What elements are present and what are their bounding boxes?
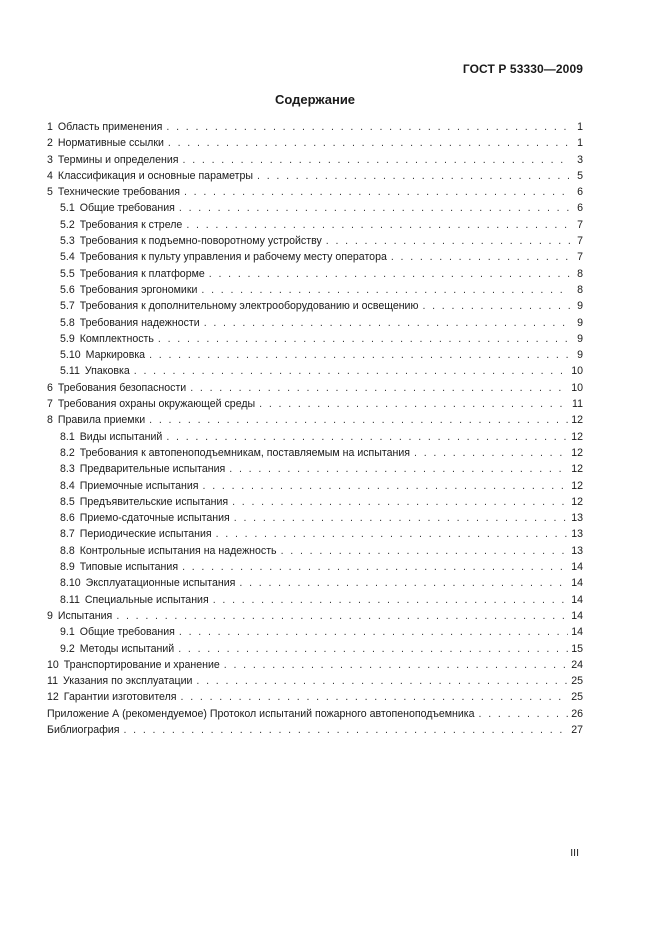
toc-leader-dots — [179, 624, 568, 640]
toc-entry-label: Приемо-сдаточные испытания — [79, 512, 230, 525]
toc-entry-number: 4 — [47, 169, 53, 182]
toc-entry-label: Методы испытаний — [79, 642, 175, 655]
toc-leader-dots — [479, 706, 569, 722]
toc-entry-label: Транспортирование и хранение — [63, 658, 220, 671]
toc-entry-page: 10 — [571, 365, 583, 378]
toc-entry-label: Контрольные испытания на надежность — [79, 544, 277, 557]
toc-entry-page: 13 — [571, 544, 583, 557]
toc-entry-label: Типовые испытания — [79, 561, 179, 574]
toc-entry-number: 9 — [47, 609, 53, 622]
toc-entry-label: Предъявительские испытания — [79, 495, 229, 508]
document-id-header: ГОСТ Р 53330—2009 — [462, 62, 583, 76]
toc-leader-dots — [216, 526, 569, 542]
toc-entry-label: Комплектность — [79, 332, 154, 345]
toc-entry-number: 5.1 — [60, 202, 75, 215]
toc-leader-dots — [181, 689, 569, 705]
toc-entry-label: Правила приемки — [57, 414, 146, 427]
toc-leader-dots — [234, 510, 568, 526]
toc-entry-number: 8.7 — [60, 528, 75, 541]
toc-leader-dots — [232, 494, 568, 510]
toc-entry[interactable] — [47, 689, 583, 705]
toc-entry-number: 12 — [47, 691, 59, 704]
toc-entry-page: 9 — [577, 332, 583, 345]
toc-entry[interactable] — [47, 200, 583, 216]
toc-entry[interactable] — [47, 592, 583, 608]
toc-entry[interactable] — [47, 135, 583, 151]
toc-entry[interactable] — [47, 429, 583, 445]
toc-entry[interactable] — [47, 217, 583, 233]
toc-entry-page: 15 — [571, 642, 583, 655]
toc-entry[interactable] — [47, 526, 583, 542]
toc-entry[interactable] — [47, 494, 583, 510]
toc-entry-number: 8.9 — [60, 561, 75, 574]
page-title: Содержание — [274, 92, 356, 107]
toc-entry-label: Технические требования — [57, 186, 180, 199]
toc-leader-dots — [414, 445, 568, 461]
toc-leader-dots — [183, 152, 570, 168]
toc-entry[interactable] — [47, 478, 583, 494]
toc-entry-page: 25 — [571, 675, 583, 688]
page-number: III — [570, 847, 579, 859]
toc-entry-number: 8.1 — [60, 430, 75, 443]
toc-leader-dots — [158, 331, 570, 347]
toc-entry-label: Периодические испытания — [79, 528, 212, 541]
toc-leader-dots — [209, 266, 570, 282]
toc-leader-dots — [190, 380, 568, 396]
toc-entry[interactable] — [47, 543, 583, 559]
toc-entry[interactable] — [47, 396, 583, 412]
toc-entry-label: Маркировка — [85, 349, 146, 362]
toc-entry[interactable] — [47, 706, 583, 722]
toc-entry[interactable] — [47, 331, 583, 347]
toc-leader-dots — [204, 315, 570, 331]
toc-entry-label: Испытания — [57, 609, 113, 622]
toc-entry-page: 24 — [571, 658, 583, 671]
toc-entry-page: 14 — [571, 626, 583, 639]
toc-entry-label: Требования к стреле — [79, 218, 183, 231]
toc-entry[interactable] — [47, 249, 583, 265]
toc-entry-page: 1 — [577, 137, 583, 150]
toc-entry-label: Требования к подъемно-поворотному устройству — [79, 235, 322, 248]
toc-entry-number: 5.4 — [60, 251, 75, 264]
toc-entry-page: 9 — [577, 300, 583, 313]
toc-leader-dots — [239, 575, 568, 591]
toc-entry-number: 8.5 — [60, 495, 75, 508]
toc-leader-dots — [281, 543, 569, 559]
toc-leader-dots — [166, 119, 570, 135]
toc-entry[interactable] — [47, 380, 583, 396]
toc-entry-number: 5 — [47, 186, 53, 199]
toc-entry-number: 5.10 — [60, 349, 81, 362]
toc-entry-number: 8.8 — [60, 544, 75, 557]
toc-leader-dots — [259, 396, 569, 412]
toc-entry-label: Виды испытаний — [79, 430, 163, 443]
toc-entry-number: 5.8 — [60, 316, 75, 329]
toc-entry-label: Упаковка — [84, 365, 130, 378]
toc-entry-number: 8.10 — [60, 577, 81, 590]
toc-entry-page: 9 — [577, 316, 583, 329]
toc-entry-label: Классификация и основные параметры — [57, 169, 254, 182]
toc-entry-label: Требования охраны окружающей среды — [57, 398, 256, 411]
toc-entry-number: 9.2 — [60, 642, 75, 655]
toc-leader-dots — [116, 608, 568, 624]
toc-entry[interactable] — [47, 722, 583, 738]
toc-entry-page: 10 — [571, 381, 583, 394]
toc-entry-page: 12 — [571, 463, 583, 476]
toc-entry[interactable] — [47, 298, 583, 314]
toc-entry[interactable] — [47, 608, 583, 624]
toc-entry-label: Требования к дополнительному электрооборудованию и освещению — [79, 300, 419, 313]
toc-entry-number: 3 — [47, 153, 53, 166]
toc-entry[interactable] — [47, 461, 583, 477]
toc-leader-dots — [179, 200, 570, 216]
toc-leader-dots — [201, 282, 570, 298]
toc-entry[interactable] — [47, 184, 583, 200]
toc-entry-number: 8 — [47, 414, 53, 427]
toc-leader-dots — [186, 217, 570, 233]
toc-entry-number: 5.3 — [60, 235, 75, 248]
toc-entry-number: 1 — [47, 121, 53, 133]
toc-entry-number: 6 — [47, 381, 53, 394]
toc-entry-page: 9 — [577, 349, 583, 362]
toc-leader-dots — [182, 559, 568, 575]
toc-entry-number: 8.4 — [60, 479, 75, 492]
toc-entry[interactable] — [47, 624, 583, 640]
toc-leader-dots — [149, 347, 570, 363]
toc-entry-number: 7 — [47, 398, 53, 411]
toc-entry-page: 7 — [577, 218, 583, 231]
toc-entry-label: Требования эргономики — [79, 283, 198, 296]
toc-entry-label: Общие требования — [79, 202, 175, 215]
toc-entry-page: 5 — [577, 169, 583, 182]
toc-entry[interactable] — [47, 233, 583, 249]
toc-entry-label: Требования безопасности — [57, 381, 187, 394]
toc-entry-number: 5.2 — [60, 218, 75, 231]
toc-entry[interactable] — [47, 152, 583, 168]
toc-entry-page: 6 — [577, 202, 583, 215]
toc-entry-page: 12 — [571, 495, 583, 508]
toc-entry[interactable] — [47, 641, 583, 657]
toc-entry[interactable] — [47, 315, 583, 331]
toc-leader-dots — [224, 657, 568, 673]
toc-entry-label: Требования к автопеноподъемникам, поставляемым на испытания — [79, 446, 411, 459]
toc-entry-label: Требования к платформе — [79, 267, 205, 280]
toc-entry-page: 1 — [577, 121, 583, 133]
toc-entry-page: 11 — [572, 398, 583, 411]
toc-entry[interactable] — [47, 575, 583, 591]
toc-entry-number: 8.3 — [60, 463, 75, 476]
toc-leader-dots — [257, 168, 570, 184]
toc-entry-label: Нормативные ссылки — [57, 137, 164, 150]
toc-entry[interactable] — [47, 445, 583, 461]
toc-entry[interactable] — [47, 119, 583, 135]
toc-entry-number: 5.5 — [60, 267, 75, 280]
toc-entry-number: 5.7 — [60, 300, 75, 313]
toc-entry[interactable] — [47, 363, 583, 379]
toc-entry[interactable] — [47, 673, 583, 689]
toc-entry-number: 10 — [47, 658, 59, 671]
toc-entry-page: 14 — [571, 561, 583, 574]
toc-entry-label: Эксплуатационные испытания — [85, 577, 236, 590]
toc-entry-number: 9.1 — [60, 626, 75, 639]
toc-leader-dots — [196, 673, 568, 689]
toc-entry-number: 5.11 — [60, 365, 80, 378]
toc-entry-page: 7 — [577, 251, 583, 264]
toc-entry-number: 8.2 — [60, 446, 75, 459]
toc-entry-label: Предварительные испытания — [79, 463, 226, 476]
toc-leader-dots — [203, 478, 569, 494]
toc-entry-page: 14 — [571, 577, 583, 590]
toc-leader-dots — [178, 641, 568, 657]
toc-entry-label: Область применения — [57, 121, 163, 133]
toc-leader-dots — [168, 135, 570, 151]
toc-entry-label: Специальные испытания — [84, 593, 209, 606]
toc-entry[interactable] — [47, 347, 583, 363]
toc-entry-page: 3 — [577, 153, 583, 166]
toc-entry-label: Требования надежности — [79, 316, 200, 329]
toc-entry-page: 12 — [571, 430, 583, 443]
toc-entry[interactable] — [47, 657, 583, 673]
toc-entry-label: Приемочные испытания — [79, 479, 199, 492]
toc-leader-dots — [229, 461, 568, 477]
toc-entry-page: 13 — [571, 512, 583, 525]
toc-entry-number: 8.11 — [60, 593, 80, 606]
toc-leader-dots — [391, 249, 570, 265]
toc-entry-page: 8 — [577, 283, 583, 296]
toc-entry-page: 12 — [571, 446, 583, 459]
toc-entry-label: Библиография — [47, 723, 120, 736]
toc-entry-number: 5.9 — [60, 332, 75, 345]
toc-entry-label: Требования к пульту управления и рабочему месту оператора — [79, 251, 387, 264]
toc-leader-dots — [184, 184, 570, 200]
toc-entry-number: 2 — [47, 137, 53, 150]
toc-leader-dots — [422, 298, 570, 314]
toc-entry-page: 27 — [571, 723, 583, 736]
toc-entry-page: 26 — [571, 707, 583, 720]
toc-entry-label: Указания по эксплуатации — [63, 675, 193, 688]
toc-entry-page: 6 — [577, 186, 583, 199]
toc-entry[interactable] — [47, 510, 583, 526]
toc-entry-number: 5.6 — [60, 283, 75, 296]
toc-entry-number: 8.6 — [60, 512, 75, 525]
toc-entry-page: 13 — [571, 528, 583, 541]
toc-leader-dots — [134, 363, 568, 379]
toc-leader-dots — [326, 233, 570, 249]
toc-entry-number: 11 — [47, 675, 58, 688]
toc-entry-label: Термины и определения — [57, 153, 179, 166]
toc-leader-dots — [166, 429, 568, 445]
toc-entry-page: 25 — [571, 691, 583, 704]
toc-leader-dots — [149, 412, 568, 428]
toc-entry-page: 8 — [577, 267, 583, 280]
toc-entry-page: 12 — [571, 479, 583, 492]
toc-entry[interactable] — [47, 412, 583, 428]
toc-leader-dots — [123, 722, 568, 738]
toc-entry-page: 14 — [571, 609, 583, 622]
toc-entry[interactable] — [47, 168, 583, 184]
toc-entry-label: Приложение А (рекомендуемое) Протокол испытаний пожарного автопеноподъемника — [47, 707, 475, 720]
table-of-contents — [47, 119, 583, 738]
toc-entry-page: 14 — [571, 593, 583, 606]
toc-entry[interactable] — [47, 266, 583, 282]
toc-entry-label: Общие требования — [79, 626, 175, 639]
toc-leader-dots — [213, 592, 569, 608]
toc-entry-page: 12 — [571, 414, 583, 427]
toc-entry[interactable] — [47, 282, 583, 298]
toc-entry[interactable] — [47, 559, 583, 575]
toc-entry-page: 7 — [577, 235, 583, 248]
toc-entry-label: Гарантии изготовителя — [63, 691, 177, 704]
